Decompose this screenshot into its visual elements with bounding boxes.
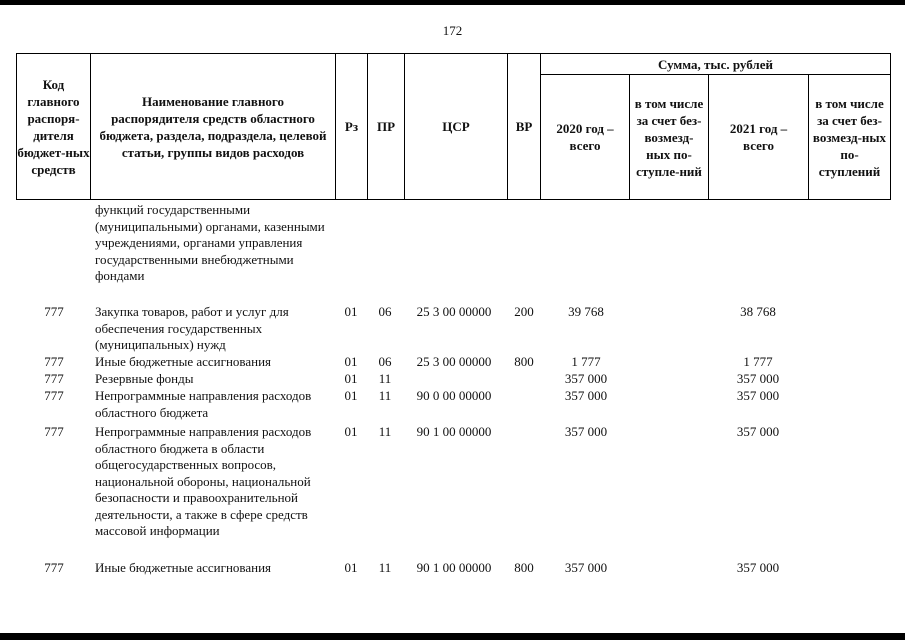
row-pr: 06 [378,354,392,369]
row-name: Резервные фонды [95,371,194,386]
header-2020-grants: в том числе за счет без-возмезд-ных по-ступле-ний [634,95,704,179]
row-csr: 90 0 00 00000 [416,388,492,403]
row-sum-2020: 39 768 [568,304,604,319]
row-sum-2021: 357 000 [736,424,780,439]
table-header [16,53,891,200]
header-divider [367,54,368,199]
page-number: 172 [442,23,463,38]
row-pr: 11 [378,388,392,403]
row-sum-2020: 357 000 [564,560,608,575]
row-sum-2021: 357 000 [736,560,780,575]
row-sum-2020: 357 000 [564,424,608,439]
row-sum-2020: 357 000 [564,371,608,386]
row-sum-2020: 1 777 [571,354,601,369]
header-vr: ВР [515,119,533,134]
row-rz: 01 [344,354,358,369]
row-code: 777 [44,424,64,439]
row-code: 777 [44,560,64,575]
row-sum-2021: 38 768 [740,304,776,319]
header-divider [629,75,630,199]
row-pr: 06 [378,304,392,319]
row-csr: 25 3 00 00000 [416,354,492,369]
row-pr: 11 [378,424,392,439]
header-divider [507,54,508,199]
row-csr: 90 1 00 00000 [416,560,492,575]
header-2021-grants: в том числе за счет без-возмезд-ных по-ступлений [812,95,887,179]
row-csr: 25 3 00 00000 [416,304,492,319]
row-name: Иные бюджетные ассигнования [95,354,272,369]
header-name: Наименование главного распорядителя средств областного бюджета, раздела, подраздела, целевой статьи, группы видов расходов [99,93,327,160]
header-pr: ПР [376,119,396,134]
header-2021: 2021 год – всего [729,121,788,153]
row-rz: 01 [344,560,358,575]
header-divider [540,54,541,199]
row-csr: 90 1 00 00000 [416,424,492,439]
bottom-border [0,633,905,640]
header-divider [541,74,890,75]
row-vr: 800 [514,560,534,575]
row-sum-2021: 1 777 [743,354,773,369]
row-code: 777 [44,388,64,403]
row-pr: 11 [378,560,392,575]
row-sum-2020: 357 000 [564,388,608,403]
header-divider [335,54,336,199]
row-sum-2021: 357 000 [736,388,780,403]
row-code: 777 [44,304,64,319]
row-code: 777 [44,354,64,369]
header-divider [808,75,809,199]
row-rz: 01 [344,388,358,403]
header-sum: Сумма, тыс. рублей [658,56,773,72]
row-sum-2021: 357 000 [736,371,780,386]
row-rz: 01 [344,371,358,386]
row-pr: 11 [378,371,392,386]
header-2020: 2020 год – всего [556,121,614,153]
row-rz: 01 [344,304,358,319]
row-name: Непрограммные направления расходов областного бюджета [95,388,312,420]
row-name: Закупка товаров, работ и услуг для обеспечения государственных (муниципальных) нужд [95,304,289,352]
header-divider [708,75,709,199]
row-name: Иные бюджетные ассигнования [95,560,272,575]
row-name: функций государственными (муниципальными) органами, казенными учреждениями, органами управления государственными внебюджетными фондами [95,202,325,283]
header-csr: ЦСР [442,119,470,134]
header-divider [404,54,405,199]
row-vr: 800 [514,354,534,369]
row-vr: 200 [514,304,534,319]
header-divider [90,54,91,199]
row-name: Непрограммные направления расходов областного бюджета в области общегосударственных вопросов, национальной обороны, национальной безопасности и правоохранительной деятельности, а также в сфере средств массовой информации [95,424,312,538]
row-code: 777 [44,371,64,386]
row-rz: 01 [344,424,358,439]
header-code: Код главного распоря-дителя бюджет-ных средств [17,76,90,177]
header-rz: Рз [344,119,359,134]
top-border [0,0,905,5]
